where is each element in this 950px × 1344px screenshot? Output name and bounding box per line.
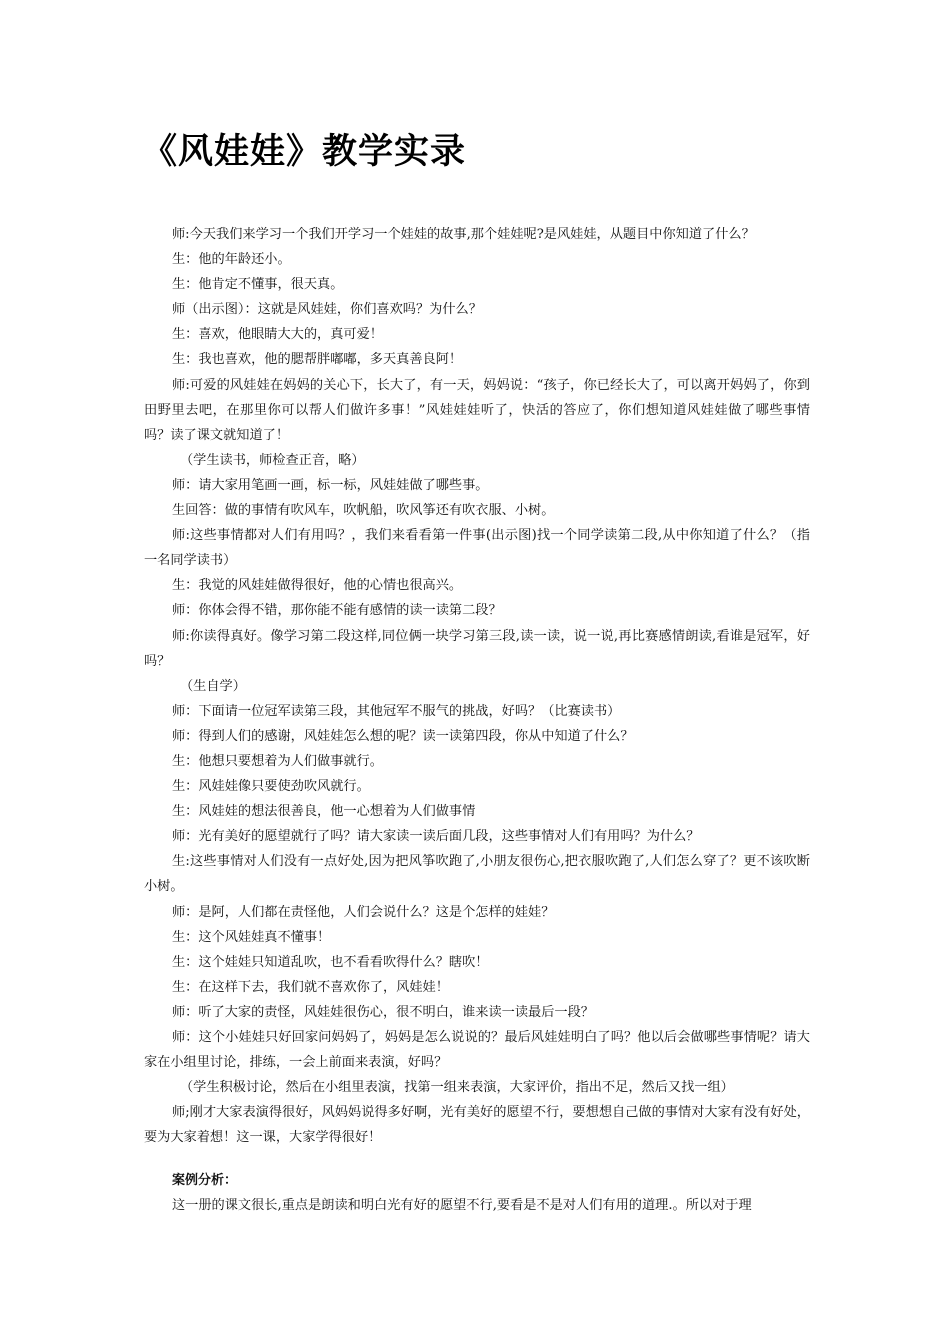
stage-direction: （学生积极讨论，然后在小组里表演，找第一组来表演，大家评价，指出不足，然后又找一组） xyxy=(180,1080,734,1096)
paragraph: 生：他想只要想着为人们做事就行。 xyxy=(172,753,383,769)
paragraph: 师：请大家用笔画一画，标一标，风娃娃做了哪些事。 xyxy=(172,477,489,493)
paragraph: 师：得到人们的感谢，风娃娃怎么想的呢？读一读第四段，你从中知道了什么？ xyxy=(172,728,634,744)
document-title: 《风娃娃》教学实录 xyxy=(142,132,467,172)
paragraph: 师：是阿，人们都在责怪他，人们会说什么？这是个怎样的娃娃？ xyxy=(172,904,555,920)
paragraph: 生：这个娃娃只知道乱吹，也不看看吹得什么？瞎吹！ xyxy=(172,954,489,970)
paragraph: 生：他的年龄还小。 xyxy=(172,252,291,268)
lesson-transcript xyxy=(144,222,810,1150)
paragraph: 生：喜欢，他眼睛大大的，真可爱！ xyxy=(172,327,383,343)
paragraph: 生:这些事情对人们没有一点好处,因为把风筝吹跑了,小朋友很伤心,把衣服吹跑了,人们怎么穿了？更不该吹断小树。 xyxy=(144,854,810,895)
paragraph: 师:你读得真好。像学习第二段这样,同位俩一块学习第三段,读一读，说一说,再比赛感情朗读,看谁是冠军，好吗？ xyxy=(144,628,810,669)
paragraph: 师（出示图）：这就是风娃娃，你们喜欢吗？为什么？ xyxy=(172,302,482,318)
paragraph: 师：你体会得不错，那你能不能有感情的读一读第二段？ xyxy=(172,603,502,619)
paragraph: 师：光有美好的愿望就行了吗？请大家读一读后面几段，这些事情对人们有用吗？为什么？ xyxy=(172,829,700,845)
paragraph: 师:这些事情都对人们有用吗？，我们来看看第一件事(出示图)找一个同学读第二段,从中你知道了什么？（指一名同学读书） xyxy=(144,528,810,569)
case-analysis-text: 这一册的课文很长,重点是朗读和明白光有好的愿望不行,要看是不是对人们有用的道理.。所以对于理 xyxy=(172,1198,752,1214)
paragraph: 师;刚才大家表演得很好，风妈妈说得多好啊，光有美好的愿望不行，要想想自己做的事情对大家有没有好处，要为大家着想！这一课，大家学得很好！ xyxy=(144,1105,810,1146)
case-analysis-section xyxy=(144,1168,810,1218)
paragraph: 师：听了大家的责怪，风娃娃很伤心，很不明白，谁来读一读最后一段？ xyxy=(172,1004,594,1020)
paragraph: 生：我也喜欢，他的腮帮胖嘟嘟，多天真善良阿！ xyxy=(172,352,463,368)
paragraph: 师:今天我们来学习一个我们开学习一个娃娃的故事,那个娃娃呢?是风娃娃，从题目中你知道了什么？ xyxy=(172,227,755,242)
stage-direction: （生自学） xyxy=(180,678,246,694)
paragraph: 师:可爱的风娃娃在妈妈的关心下，长大了，有一天，妈妈说：“孩子，你已经长大了，可以离开妈妈了，你到田野里去吧，在那里你可以帮人们做许多事！”风娃娃娃听了，快活的答应了，你们想知道风娃娃做了哪些事情吗？读了课文就知道了！ xyxy=(144,377,810,443)
paragraph: 生：风娃娃的想法很善良，他一心想着为人们做事情 xyxy=(172,804,476,820)
case-analysis-heading: 案例分析： xyxy=(172,1173,238,1188)
paragraph: 师：下面请一位冠军读第三段，其他冠军不服气的挑战，好吗？（比赛读书） xyxy=(172,703,621,719)
paragraph: 生：风娃娃像只要使劲吹风就行。 xyxy=(172,779,370,795)
stage-direction: （学生读书，师检查正音，略） xyxy=(180,452,365,468)
paragraph: 生：他肯定不懂事，很天真。 xyxy=(172,277,344,293)
paragraph: 生：这个风娃娃真不懂事！ xyxy=(172,929,331,945)
paragraph: 生：在这样下去，我们就不喜欢你了，风娃娃！ xyxy=(172,979,449,995)
paragraph: 生：我觉的风娃娃做得很好，他的心情也很高兴。 xyxy=(172,578,463,594)
paragraph: 师：这个小娃娃只好回家问妈妈了，妈妈是怎么说说的？最后风娃娃明白了吗？他以后会做哪些事情呢？请大家在小组里讨论，排练，一会上前面来表演，好吗？ xyxy=(144,1030,810,1071)
paragraph: 生回答：做的事情有吹风车，吹帆船，吹风筝还有吹衣服、小树。 xyxy=(172,503,555,519)
